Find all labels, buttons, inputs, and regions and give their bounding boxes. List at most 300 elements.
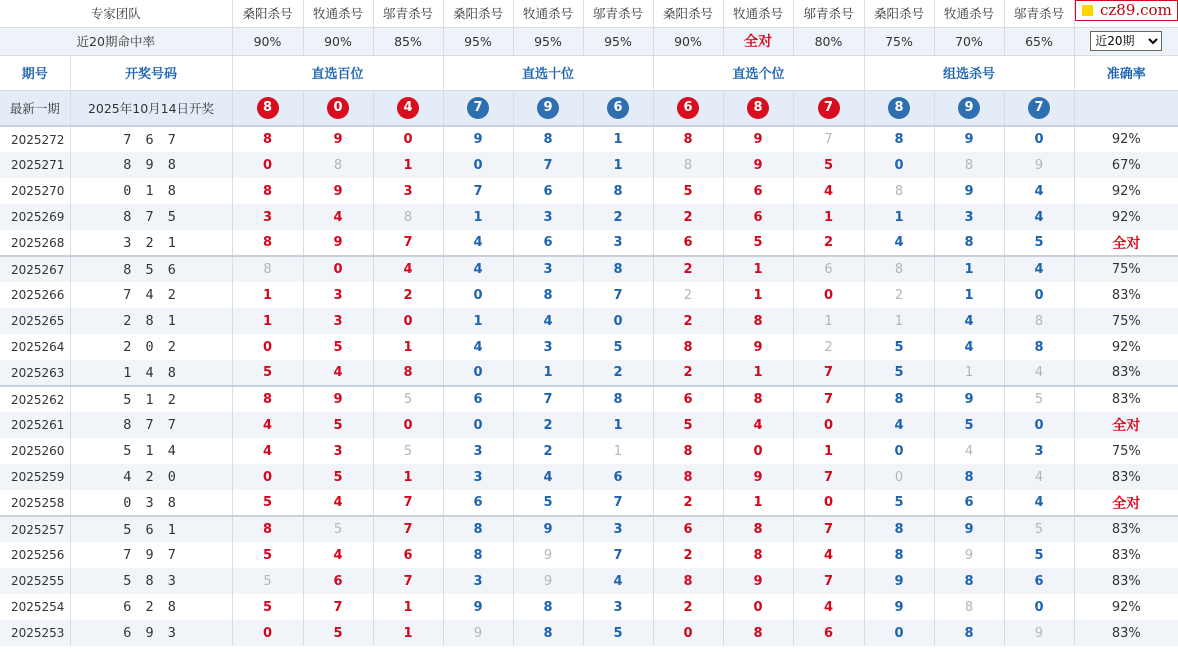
kill-cell: [723, 230, 793, 256]
kill-number: 4: [333, 495, 343, 510]
kill-number: 1: [753, 287, 763, 303]
kill-number: 5: [262, 599, 273, 615]
kill-number: 0: [683, 625, 693, 641]
kill-cell: [1004, 412, 1074, 438]
kill-cell: [1004, 490, 1074, 516]
kill-number: 6: [824, 262, 833, 277]
kill-cell: [303, 230, 373, 256]
kill-number: 2: [683, 313, 693, 329]
kill-cell: [864, 568, 934, 594]
kill-number: 5: [964, 417, 974, 433]
kill-cell: [934, 620, 1004, 646]
kill-number: 7: [823, 365, 834, 380]
kill-cell: [653, 516, 723, 542]
kill-cell: [934, 178, 1004, 204]
draw-number: 4 2 0: [70, 464, 232, 490]
kill-cell: [443, 204, 513, 230]
latest-ball: 7: [467, 97, 489, 119]
kill-number: 2: [894, 287, 904, 303]
kill-cell: [934, 464, 1004, 490]
kill-number: 1: [543, 365, 553, 380]
table-row: [0, 438, 1178, 464]
kill-number: 1: [964, 262, 974, 277]
kill-cell: [1004, 464, 1074, 490]
latest-ball: 8: [257, 97, 279, 119]
kill-cell: [934, 490, 1004, 516]
kill-cell: [723, 464, 793, 490]
kill-cell: [303, 438, 373, 464]
kill-number: 7: [403, 235, 413, 250]
accuracy-rate: 83%: [1111, 392, 1141, 407]
kill-number: 2: [683, 365, 693, 380]
kill-number: 9: [333, 235, 343, 250]
accuracy-rate: 83%: [1074, 620, 1178, 646]
kill-cell: [864, 386, 934, 412]
expert-name: 邬青杀号: [583, 0, 653, 27]
kill-cell: [443, 386, 513, 412]
table-row: [0, 334, 1178, 360]
draw-number: 5 1 2: [70, 386, 232, 412]
kill-number: 3: [473, 443, 483, 459]
table-row: [0, 126, 1178, 152]
kill-number: 3: [473, 469, 483, 485]
kill-cell: [373, 230, 443, 256]
kill-number: 2: [543, 417, 553, 433]
kill-number: 8: [403, 209, 413, 225]
kill-number: 0: [1034, 132, 1044, 147]
kill-number: 7: [823, 573, 834, 589]
kill-cell: [793, 568, 864, 594]
kill-cell: [934, 152, 1004, 178]
kill-number: 4: [262, 443, 273, 459]
period-select-cell: [1074, 27, 1178, 55]
team-label: 专家团队: [0, 0, 232, 27]
kill-cell: [653, 360, 723, 386]
kill-number: 8: [753, 522, 763, 537]
kill-cell: [723, 620, 793, 646]
kill-number: 6: [333, 573, 343, 589]
kill-number: 6: [473, 495, 483, 510]
kill-number: 2: [683, 209, 693, 225]
kill-number: 8: [543, 599, 553, 615]
kill-number: 0: [894, 625, 904, 641]
accuracy-rate: 92%: [1111, 339, 1141, 355]
kill-number: 9: [894, 599, 904, 615]
kill-number: 8: [964, 625, 974, 641]
kill-number: 7: [613, 495, 623, 510]
kill-cell: [653, 620, 723, 646]
kill-cell: [1004, 568, 1074, 594]
draw-number: 5 1 4: [70, 438, 232, 464]
kill-cell: [723, 256, 793, 282]
kill-cell: [653, 412, 723, 438]
issue-number: 2025272: [0, 126, 70, 152]
kill-cell: [443, 542, 513, 568]
kill-cell: [723, 594, 793, 620]
draw-number: 1 4 8: [70, 360, 232, 386]
kill-number: 8: [613, 262, 623, 277]
kill-number: 5: [1034, 235, 1044, 250]
period-select[interactable]: [1090, 31, 1162, 51]
kill-number: 0: [262, 625, 273, 641]
kill-cell: [653, 256, 723, 282]
kill-number: 7: [823, 522, 834, 537]
accuracy-rate: 83%: [1111, 547, 1141, 563]
kill-cell: [303, 620, 373, 646]
accuracy-rate: 83%: [1074, 568, 1178, 594]
kill-cell: [443, 152, 513, 178]
kill-cell: [513, 308, 583, 334]
kill-number: 5: [613, 625, 623, 641]
kill-cell: [934, 386, 1004, 412]
kill-number: 9: [1034, 625, 1044, 641]
kill-number: 4: [1034, 469, 1044, 485]
table-row: [0, 412, 1178, 438]
hit-rate: 全对: [723, 27, 793, 55]
kill-cell: [864, 230, 934, 256]
kill-number: 0: [894, 443, 904, 459]
issue-number: 2025265: [0, 308, 70, 334]
kill-cell: [232, 126, 303, 152]
kill-number: 2: [683, 262, 693, 277]
kill-number: 1: [753, 495, 763, 510]
kill-cell: [1004, 256, 1074, 282]
kill-cell: [443, 126, 513, 152]
kill-cell: [653, 126, 723, 152]
kill-number: 4: [823, 547, 834, 563]
kill-cell: [583, 516, 653, 542]
kill-number: 9: [964, 547, 974, 563]
kill-number: 1: [823, 443, 834, 459]
kill-cell: [232, 516, 303, 542]
kill-cell: [513, 412, 583, 438]
latest-ball-cell: [723, 90, 793, 126]
kill-number: 1: [403, 339, 413, 355]
kill-number: 2: [683, 287, 693, 303]
kill-number: 9: [964, 183, 974, 199]
kill-cell: [864, 178, 934, 204]
accuracy-rate: 83%: [1074, 516, 1178, 542]
kill-cell: [373, 594, 443, 620]
hit-rate-label: 近20期命中率: [0, 27, 232, 55]
kill-cell: [303, 126, 373, 152]
kill-cell: [723, 386, 793, 412]
kill-cell: [723, 126, 793, 152]
kill-number: 9: [894, 573, 904, 589]
kill-number: 0: [262, 469, 273, 485]
kill-number: 8: [262, 392, 273, 407]
expert-name: 牧通杀号: [723, 0, 793, 27]
kill-number: 0: [823, 287, 834, 303]
kill-cell: [723, 412, 793, 438]
kill-number: 2: [613, 365, 623, 380]
kill-cell: [653, 386, 723, 412]
kill-cell: [303, 464, 373, 490]
kill-number: 8: [964, 157, 974, 173]
kill-number: 0: [894, 469, 904, 485]
table-row: [0, 568, 1178, 594]
kill-cell: [513, 594, 583, 620]
kill-cell: [513, 230, 583, 256]
kill-cell: [303, 490, 373, 516]
kill-cell: [373, 542, 443, 568]
kill-number: 5: [333, 469, 343, 485]
kill-cell: [583, 412, 653, 438]
kill-number: 9: [753, 573, 763, 589]
kill-cell: [232, 204, 303, 230]
kill-number: 4: [1034, 365, 1044, 380]
issue-number: 2025271: [0, 152, 70, 178]
kill-number: 0: [1034, 287, 1044, 303]
kill-cell: [1004, 386, 1074, 412]
kill-number: 3: [333, 287, 343, 303]
kill-cell: [303, 542, 373, 568]
kill-number: 4: [473, 262, 483, 277]
kill-cell: [303, 282, 373, 308]
kill-cell: [793, 620, 864, 646]
issue-number: 2025262: [0, 386, 70, 412]
kill-cell: [934, 542, 1004, 568]
kill-cell: [513, 516, 583, 542]
kill-cell: [1004, 126, 1074, 152]
kill-number: 7: [824, 132, 833, 147]
kill-cell: [303, 516, 373, 542]
kill-cell: [443, 308, 513, 334]
kill-number: 7: [543, 392, 553, 407]
draw-number: 8 7 7: [70, 412, 232, 438]
draw-number: 6 9 3: [70, 620, 232, 646]
kill-cell: [793, 256, 864, 282]
kill-number: 5: [1034, 522, 1044, 537]
kill-cell: [583, 256, 653, 282]
kill-number: 9: [473, 625, 483, 641]
kill-cell: [513, 126, 583, 152]
kill-cell: [232, 594, 303, 620]
kill-number: 1: [894, 209, 904, 225]
kill-cell: [723, 282, 793, 308]
kill-cell: [864, 464, 934, 490]
latest-ball-cell: [513, 90, 583, 126]
table-row: [0, 256, 1178, 282]
kill-cell: [723, 490, 793, 516]
kill-cell: [232, 464, 303, 490]
kill-cell: [793, 230, 864, 256]
table-row: [0, 282, 1178, 308]
table-row: [0, 464, 1178, 490]
kill-number: 9: [753, 157, 763, 173]
accuracy-rate: 92%: [1111, 183, 1141, 199]
issue-number: 2025260: [0, 438, 70, 464]
latest-ball: 7: [818, 97, 840, 119]
kill-cell: [583, 282, 653, 308]
latest-ball-cell: [793, 90, 864, 126]
kill-cell: [513, 204, 583, 230]
kill-number: 9: [964, 522, 974, 537]
kill-number: 4: [823, 599, 834, 615]
kill-number: 8: [894, 262, 904, 277]
kill-cell: [583, 568, 653, 594]
kill-cell: [864, 282, 934, 308]
kill-cell: [583, 360, 653, 386]
accuracy-rate: 67%: [1074, 152, 1178, 178]
group-units: 直选个位: [653, 55, 864, 90]
draw-number: 8 7 5: [70, 204, 232, 230]
kill-number: 0: [613, 313, 623, 329]
kill-cell: [653, 490, 723, 516]
kill-cell: [303, 568, 373, 594]
kill-cell: [793, 178, 864, 204]
latest-ball-cell: [303, 90, 373, 126]
kill-cell: [864, 542, 934, 568]
kill-cell: [864, 620, 934, 646]
kill-cell: [303, 334, 373, 360]
kill-number: 8: [753, 625, 763, 641]
kill-number: 0: [823, 417, 834, 433]
hit-rate: 95%: [513, 27, 583, 55]
kill-cell: [1004, 308, 1074, 334]
kill-number: 5: [262, 547, 273, 563]
kill-cell: [373, 568, 443, 594]
kill-cell: [864, 256, 934, 282]
kill-cell: [723, 360, 793, 386]
kill-number: 9: [1034, 157, 1044, 173]
kill-number: 7: [613, 287, 623, 303]
kill-number: 2: [824, 339, 833, 355]
kill-cell: [513, 568, 583, 594]
draw-number: 7 9 7: [70, 542, 232, 568]
issue-number: 2025253: [0, 620, 70, 646]
kill-cell: [583, 542, 653, 568]
kill-number: 2: [403, 287, 413, 303]
issue-number: 2025269: [0, 204, 70, 230]
kill-cell: [864, 594, 934, 620]
kill-cell: [583, 204, 653, 230]
column-header-row: [0, 55, 1178, 90]
kill-cell: [373, 178, 443, 204]
kill-cell: [513, 256, 583, 282]
table-row: [0, 542, 1178, 568]
kill-number: 0: [333, 262, 343, 277]
kill-number: 0: [823, 495, 834, 510]
kill-cell: [232, 620, 303, 646]
kill-number: 8: [262, 522, 273, 537]
kill-cell: [653, 308, 723, 334]
kill-number: 8: [683, 443, 693, 459]
kill-cell: [303, 152, 373, 178]
kill-number: 2: [683, 599, 693, 615]
kill-number: 4: [333, 547, 343, 563]
kill-cell: [232, 334, 303, 360]
expert-name: 桑阳杀号: [232, 0, 303, 27]
hit-rate: 90%: [653, 27, 723, 55]
kill-cell: [1004, 438, 1074, 464]
kill-number: 1: [262, 287, 273, 303]
kill-number: 1: [403, 157, 413, 173]
hit-rate: 80%: [793, 27, 864, 55]
kill-cell: [653, 334, 723, 360]
accuracy-rate: 83%: [1111, 287, 1141, 303]
draw-number: 7 4 2: [70, 282, 232, 308]
kill-number: 9: [964, 392, 974, 407]
kill-cell: [443, 334, 513, 360]
kill-number: 8: [1034, 313, 1044, 329]
kill-cell: [793, 204, 864, 230]
site-logo[interactable]: [1075, 0, 1178, 21]
kill-number: 5: [263, 573, 272, 589]
latest-ball-cell: [653, 90, 723, 126]
draw-number: 0 1 8: [70, 178, 232, 204]
kill-cell: [373, 282, 443, 308]
kill-cell: [1004, 230, 1074, 256]
kill-cell: [793, 126, 864, 152]
kill-number: 0: [753, 443, 763, 459]
kill-number: 2: [683, 547, 693, 563]
issue-number: 2025255: [0, 568, 70, 594]
kill-number: 8: [262, 183, 273, 199]
kill-cell: [232, 386, 303, 412]
kill-cell: [583, 386, 653, 412]
kill-number: 3: [543, 339, 553, 355]
kill-cell: [793, 542, 864, 568]
kill-cell: [723, 516, 793, 542]
expert-name: 桑阳杀号: [653, 0, 723, 27]
kill-cell: [513, 620, 583, 646]
kill-cell: [583, 594, 653, 620]
table-row: [0, 594, 1178, 620]
kill-cell: [443, 438, 513, 464]
kill-number: 4: [1034, 495, 1044, 510]
kill-cell: [513, 334, 583, 360]
kill-number: 8: [964, 573, 974, 589]
kill-number: 9: [333, 392, 343, 407]
kill-cell: [723, 204, 793, 230]
kill-number: 1: [964, 365, 974, 380]
hit-rate: 95%: [443, 27, 513, 55]
latest-ball-cell: [1004, 90, 1074, 126]
issue-number: 2025254: [0, 594, 70, 620]
kill-number: 6: [403, 547, 413, 563]
hit-rate: 70%: [934, 27, 1004, 55]
kill-number: 1: [473, 209, 483, 225]
kill-cell: [513, 464, 583, 490]
kill-number: 5: [894, 495, 904, 510]
accuracy-rate: 75%: [1074, 308, 1178, 334]
kill-cell: [443, 568, 513, 594]
table-row: [0, 490, 1178, 516]
kill-cell: [723, 568, 793, 594]
kill-number: 2: [613, 209, 623, 225]
group-tens: 直选十位: [443, 55, 653, 90]
kill-cell: [232, 360, 303, 386]
kill-cell: [303, 594, 373, 620]
kill-number: 1: [613, 417, 623, 433]
kill-cell: [934, 438, 1004, 464]
kill-cell: [583, 230, 653, 256]
kill-number: 5: [683, 417, 693, 433]
latest-rate-cell: [1074, 90, 1178, 126]
kill-number: 4: [473, 339, 483, 355]
kill-number: 5: [333, 339, 343, 355]
kill-number: 0: [473, 287, 483, 303]
kill-cell: [373, 152, 443, 178]
kill-number: 8: [473, 522, 483, 537]
col-draw: 开奖号码: [70, 55, 232, 90]
hit-rate-row: [0, 27, 1178, 55]
kill-number: 1: [613, 443, 623, 459]
kill-number: 7: [823, 469, 834, 485]
hit-rate: 65%: [1004, 27, 1074, 55]
kill-number: 2: [683, 495, 693, 510]
